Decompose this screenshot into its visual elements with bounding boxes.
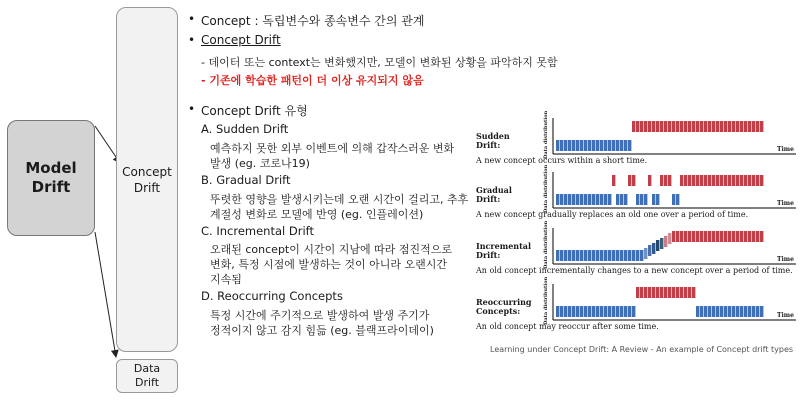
drift-bar xyxy=(736,175,739,186)
data-drift-node xyxy=(116,359,178,393)
drift-bar xyxy=(648,245,651,256)
drift-bar xyxy=(580,250,583,261)
drift-bar xyxy=(592,194,595,205)
drift-bar xyxy=(564,140,567,151)
concept-drift-label-1: Concept xyxy=(122,164,172,179)
incremental-drift-line: 변화, 특정 시점에 발생하는 것이 아니라 오랜시간 xyxy=(210,258,447,271)
drift-bar xyxy=(604,140,607,151)
concept-drift-emphasis: - 기존에 학습한 패턴이 더 이상 유지되지 않음 xyxy=(201,74,424,87)
sudden-drift-line: 예측하지 못한 외부 이벤트에 의해 갑작스러운 변화 xyxy=(210,142,455,155)
drift-bar xyxy=(656,194,659,205)
drift-bar xyxy=(668,287,671,298)
figure-axis-label: Data distribution xyxy=(543,220,549,269)
drift-bar xyxy=(580,306,583,317)
concept-definition: Concept : 독립변수와 종속변수 간의 관계 xyxy=(201,14,425,28)
drift-bar xyxy=(748,306,751,317)
drift-bar xyxy=(752,306,755,317)
drift-bar xyxy=(660,287,663,298)
drift-bar xyxy=(700,175,703,186)
drift-bar xyxy=(580,194,583,205)
drift-bar xyxy=(712,306,715,317)
drift-bar xyxy=(716,175,719,186)
drift-bar xyxy=(708,175,711,186)
drift-bar xyxy=(588,194,591,205)
drift-bar xyxy=(636,194,639,205)
figure-panel-label xyxy=(476,298,532,316)
drift-bar xyxy=(628,175,631,186)
drift-bar xyxy=(660,175,663,186)
drift-bar xyxy=(608,306,611,317)
figure-panel-label xyxy=(476,242,531,260)
concept-drift-heading: Concept Drift xyxy=(201,33,281,47)
figure-panel-label-line: Incremental xyxy=(476,241,532,251)
drift-bar xyxy=(708,231,711,242)
sudden-drift-line: 발생 (eg. 코로나19) xyxy=(210,157,310,170)
figure-panel-label xyxy=(476,186,512,204)
drift-bar xyxy=(604,306,607,317)
figure-panel-axes xyxy=(552,284,802,324)
concept-drift-desc: - 데이터 또는 context는 변화했지만, 모델이 변화된 상황을 파악하지 못함 xyxy=(201,56,558,69)
figure-axis-label: Data distribution xyxy=(543,110,549,159)
drift-bar xyxy=(680,287,683,298)
bullet-dot: • xyxy=(188,12,196,26)
drift-bar xyxy=(692,231,695,242)
figure-panel-label-line: Drift: xyxy=(476,250,501,260)
drift-bar xyxy=(612,250,615,261)
drift-bar xyxy=(556,194,559,205)
drift-bar xyxy=(568,306,571,317)
drift-bar xyxy=(608,250,611,261)
drift-bar xyxy=(656,240,659,251)
drift-bar xyxy=(732,175,735,186)
drift-bar xyxy=(560,250,563,261)
drift-bar xyxy=(576,250,579,261)
drift-bar xyxy=(608,194,611,205)
drift-bar xyxy=(668,233,671,244)
drift-bar xyxy=(728,306,731,317)
drift-bar xyxy=(760,231,763,242)
drift-bar xyxy=(616,140,619,151)
figure-panel-caption: A new concept gradually replaces an old one over a period of time. xyxy=(476,210,749,219)
drift-bar xyxy=(600,140,603,151)
drift-bar xyxy=(672,121,675,132)
drift-bar xyxy=(584,250,587,261)
drift-bar xyxy=(588,306,591,317)
figure-axis-label: Data distribution xyxy=(543,164,549,213)
drift-bar xyxy=(724,306,727,317)
drift-bar xyxy=(684,231,687,242)
drift-bar xyxy=(628,250,631,261)
drift-bar xyxy=(672,194,675,205)
drift-bar xyxy=(688,175,691,186)
figure-panel-label-line: Drift: xyxy=(476,140,501,150)
drift-bar xyxy=(700,121,703,132)
drift-bar xyxy=(604,194,607,205)
figure-panel-axes xyxy=(552,118,802,158)
drift-bar xyxy=(572,250,575,261)
drift-bar xyxy=(736,121,739,132)
drift-bar xyxy=(704,306,707,317)
drift-bar xyxy=(756,175,759,186)
drift-bar xyxy=(748,121,751,132)
model-drift-node xyxy=(7,120,95,236)
drift-bar xyxy=(696,306,699,317)
drift-bar xyxy=(572,140,575,151)
drift-bar xyxy=(760,121,763,132)
drift-bar xyxy=(596,250,599,261)
figure-panel-caption: An old concept may reoccur after some time. xyxy=(476,322,659,331)
drift-bar xyxy=(596,306,599,317)
drift-bar xyxy=(560,140,563,151)
drift-bar xyxy=(632,306,635,317)
drift-bar xyxy=(732,121,735,132)
drift-bar xyxy=(664,287,667,298)
drift-bar xyxy=(720,306,723,317)
drift-bar xyxy=(640,287,643,298)
drift-bar xyxy=(704,121,707,132)
drift-bar xyxy=(632,250,635,261)
drift-bar xyxy=(660,121,663,132)
drift-bar xyxy=(740,121,743,132)
drift-bar xyxy=(620,250,623,261)
drift-bar xyxy=(740,175,743,186)
drift-bar xyxy=(656,287,659,298)
drift-bar xyxy=(624,194,627,205)
drift-bar xyxy=(580,140,583,151)
figure-panel-label-line: Gradual xyxy=(476,185,512,195)
drift-bar xyxy=(648,121,651,132)
drift-bar xyxy=(676,121,679,132)
drift-bar xyxy=(728,231,731,242)
drift-bar xyxy=(756,231,759,242)
drift-bar xyxy=(672,231,675,242)
drift-bar xyxy=(744,306,747,317)
drift-bar xyxy=(600,194,603,205)
drift-bar xyxy=(616,306,619,317)
incremental-drift-title: C. Incremental Drift xyxy=(201,224,315,238)
figure-panel-caption: An old concept incrementally changes to a new concept over a period of time. xyxy=(476,266,793,275)
drift-bar xyxy=(568,140,571,151)
drift-bar xyxy=(676,231,679,242)
drift-bar xyxy=(756,306,759,317)
drift-bar xyxy=(724,121,727,132)
drift-bar xyxy=(724,175,727,186)
drift-bar xyxy=(752,231,755,242)
arrow-to-data-drift xyxy=(95,232,116,357)
drift-bar xyxy=(560,194,563,205)
drift-bar xyxy=(668,175,671,186)
model-drift-label-1: Model xyxy=(25,159,77,177)
reoccurring-concepts-line: 특정 시간에 주기적으로 발생하여 발생 주기가 xyxy=(210,309,430,322)
drift-bar xyxy=(644,287,647,298)
drift-bar xyxy=(616,250,619,261)
figure-caption: Learning under Concept Drift: A Review - An example of Concept drift types xyxy=(490,345,794,354)
figure-panel-label-line: Concepts: xyxy=(476,306,521,316)
figure-panel-axes xyxy=(552,172,802,212)
drift-bar xyxy=(620,306,623,317)
drift-bar xyxy=(728,175,731,186)
drift-bar xyxy=(688,121,691,132)
drift-types-heading: Concept Drift 유형 xyxy=(201,104,308,118)
concept-drift-node xyxy=(116,7,178,352)
drift-bar xyxy=(652,194,655,205)
drift-bar xyxy=(676,287,679,298)
drift-bar xyxy=(736,306,739,317)
drift-bar xyxy=(716,231,719,242)
drift-bar xyxy=(696,231,699,242)
drift-bar xyxy=(672,287,675,298)
drift-bar xyxy=(660,238,663,249)
drift-bar xyxy=(568,194,571,205)
drift-bar xyxy=(728,121,731,132)
drift-bar xyxy=(636,121,639,132)
reoccurring-concepts-line: 정적이지 않고 감지 힘듦 (eg. 블랙프라이데이) xyxy=(210,324,434,337)
figure-panel-axes xyxy=(552,228,802,268)
drift-bar xyxy=(708,121,711,132)
drift-bar xyxy=(688,287,691,298)
drift-bar xyxy=(636,250,639,261)
drift-bar xyxy=(572,194,575,205)
drift-bar xyxy=(592,306,595,317)
drift-bar xyxy=(612,306,615,317)
drift-bar xyxy=(648,175,651,186)
drift-bar xyxy=(652,287,655,298)
drift-bar xyxy=(720,121,723,132)
drift-bar xyxy=(716,306,719,317)
drift-bar xyxy=(744,121,747,132)
drift-bar xyxy=(556,306,559,317)
drift-bar xyxy=(588,250,591,261)
drift-bar xyxy=(612,140,615,151)
drift-bar xyxy=(640,121,643,132)
drift-bar xyxy=(652,121,655,132)
drift-bar xyxy=(744,175,747,186)
figure-time-label: Time xyxy=(777,256,794,263)
drift-bar xyxy=(664,121,667,132)
drift-bar xyxy=(572,306,575,317)
drift-bar xyxy=(556,140,559,151)
drift-bar xyxy=(680,121,683,132)
drift-bar xyxy=(676,194,679,205)
incremental-drift-line: 지속됨 xyxy=(210,273,242,286)
drift-bar xyxy=(712,121,715,132)
drift-bar xyxy=(592,250,595,261)
gradual-drift-line: 뚜렷한 영향을 발생시키는데 오랜 시간이 걸리고, 추후 xyxy=(210,193,469,206)
drift-bar xyxy=(740,306,743,317)
data-drift-label-2: Drift xyxy=(134,376,160,389)
drift-bar xyxy=(708,306,711,317)
figure-axis-label: Data distribution xyxy=(543,276,549,325)
gradual-drift-line: 계절성 변화로 모델에 반영 (eg. 인플레이션) xyxy=(210,208,424,221)
drift-bar xyxy=(616,194,619,205)
drift-bar xyxy=(692,287,695,298)
model-drift-label-2: Drift xyxy=(31,178,71,196)
drift-bar xyxy=(696,175,699,186)
drift-bar xyxy=(588,140,591,151)
figure-time-label: Time xyxy=(777,146,794,153)
drift-bar xyxy=(736,231,739,242)
figure-panel-caption: A new concept occurs within a short time. xyxy=(476,156,648,165)
gradual-drift-title: B. Gradual Drift xyxy=(201,173,291,187)
drift-bar xyxy=(748,175,751,186)
drift-bar xyxy=(600,250,603,261)
drift-bar xyxy=(568,250,571,261)
drift-bar xyxy=(700,306,703,317)
drift-bar xyxy=(692,121,695,132)
figure-time-label: Time xyxy=(777,200,794,207)
drift-bar xyxy=(620,140,623,151)
incremental-drift-line: 오래된 concept이 시간이 지남에 따라 점진적으로 xyxy=(210,243,452,256)
drift-bar xyxy=(584,140,587,151)
drift-bar xyxy=(716,121,719,132)
drift-bar xyxy=(628,140,631,151)
drift-bar xyxy=(704,231,707,242)
drift-bar xyxy=(712,175,715,186)
drift-bar xyxy=(756,121,759,132)
drift-bar xyxy=(600,306,603,317)
drift-bar xyxy=(732,231,735,242)
drift-bar xyxy=(608,140,611,151)
drift-bar xyxy=(748,231,751,242)
drift-bar xyxy=(564,194,567,205)
drift-bar xyxy=(632,175,635,186)
drift-bar xyxy=(612,175,615,186)
drift-bar xyxy=(576,306,579,317)
figure-panel-label-line: Drift: xyxy=(476,194,501,204)
drift-bar xyxy=(632,121,635,132)
drift-bar xyxy=(724,231,727,242)
drift-bar xyxy=(604,250,607,261)
drift-bar xyxy=(584,194,587,205)
drift-bar xyxy=(624,250,627,261)
drift-bar xyxy=(564,250,567,261)
figure-panel-label xyxy=(476,132,510,150)
drift-bar xyxy=(680,175,683,186)
drift-bar xyxy=(740,231,743,242)
drift-bar xyxy=(564,306,567,317)
drift-bar xyxy=(688,231,691,242)
drift-bar xyxy=(644,194,647,205)
drift-bar xyxy=(628,306,631,317)
drift-bar xyxy=(652,243,655,254)
sudden-drift-title: A. Sudden Drift xyxy=(201,122,289,136)
figure-time-label: Time xyxy=(777,312,794,319)
reoccurring-concepts-title: D. Reoccurring Concepts xyxy=(201,289,343,303)
drift-bar xyxy=(592,140,595,151)
bullet-dot: • xyxy=(188,102,196,116)
drift-bar xyxy=(760,306,763,317)
figure-panel-label-line: Reoccurring xyxy=(476,297,532,307)
drift-bar xyxy=(720,175,723,186)
drift-bar xyxy=(644,248,647,259)
drift-bar xyxy=(732,306,735,317)
drift-bar xyxy=(640,194,643,205)
concept-drift-label-2: Drift xyxy=(133,180,161,195)
drift-bar xyxy=(664,236,667,247)
drift-bar xyxy=(684,175,687,186)
drift-bar xyxy=(684,121,687,132)
drift-bar xyxy=(752,175,755,186)
drift-bar xyxy=(664,175,667,186)
drift-bar xyxy=(560,306,563,317)
drift-bar xyxy=(576,194,579,205)
figure-panel-label-line: Sudden xyxy=(476,131,510,141)
drift-bar xyxy=(680,231,683,242)
drift-bar xyxy=(584,306,587,317)
drift-bar xyxy=(620,194,623,205)
drift-bar xyxy=(640,250,643,261)
drift-bar xyxy=(696,121,699,132)
drift-bar xyxy=(624,306,627,317)
drift-bar xyxy=(744,231,747,242)
drift-bar xyxy=(712,231,715,242)
drift-bar xyxy=(720,231,723,242)
drift-bar xyxy=(648,287,651,298)
drift-bar xyxy=(700,231,703,242)
drift-bar xyxy=(656,121,659,132)
drift-bar xyxy=(684,287,687,298)
drift-bar xyxy=(760,175,763,186)
drift-bar xyxy=(752,121,755,132)
drift-bar xyxy=(596,194,599,205)
drift-bar xyxy=(668,121,671,132)
drift-bar xyxy=(624,140,627,151)
drift-bar xyxy=(576,140,579,151)
drift-bar xyxy=(556,250,559,261)
drift-bar xyxy=(704,175,707,186)
data-drift-label-1: Data xyxy=(133,362,161,375)
bullet-dot: • xyxy=(188,33,196,47)
drift-bar xyxy=(644,121,647,132)
drift-bar xyxy=(596,140,599,151)
drift-bar xyxy=(692,175,695,186)
drift-bar xyxy=(636,287,639,298)
